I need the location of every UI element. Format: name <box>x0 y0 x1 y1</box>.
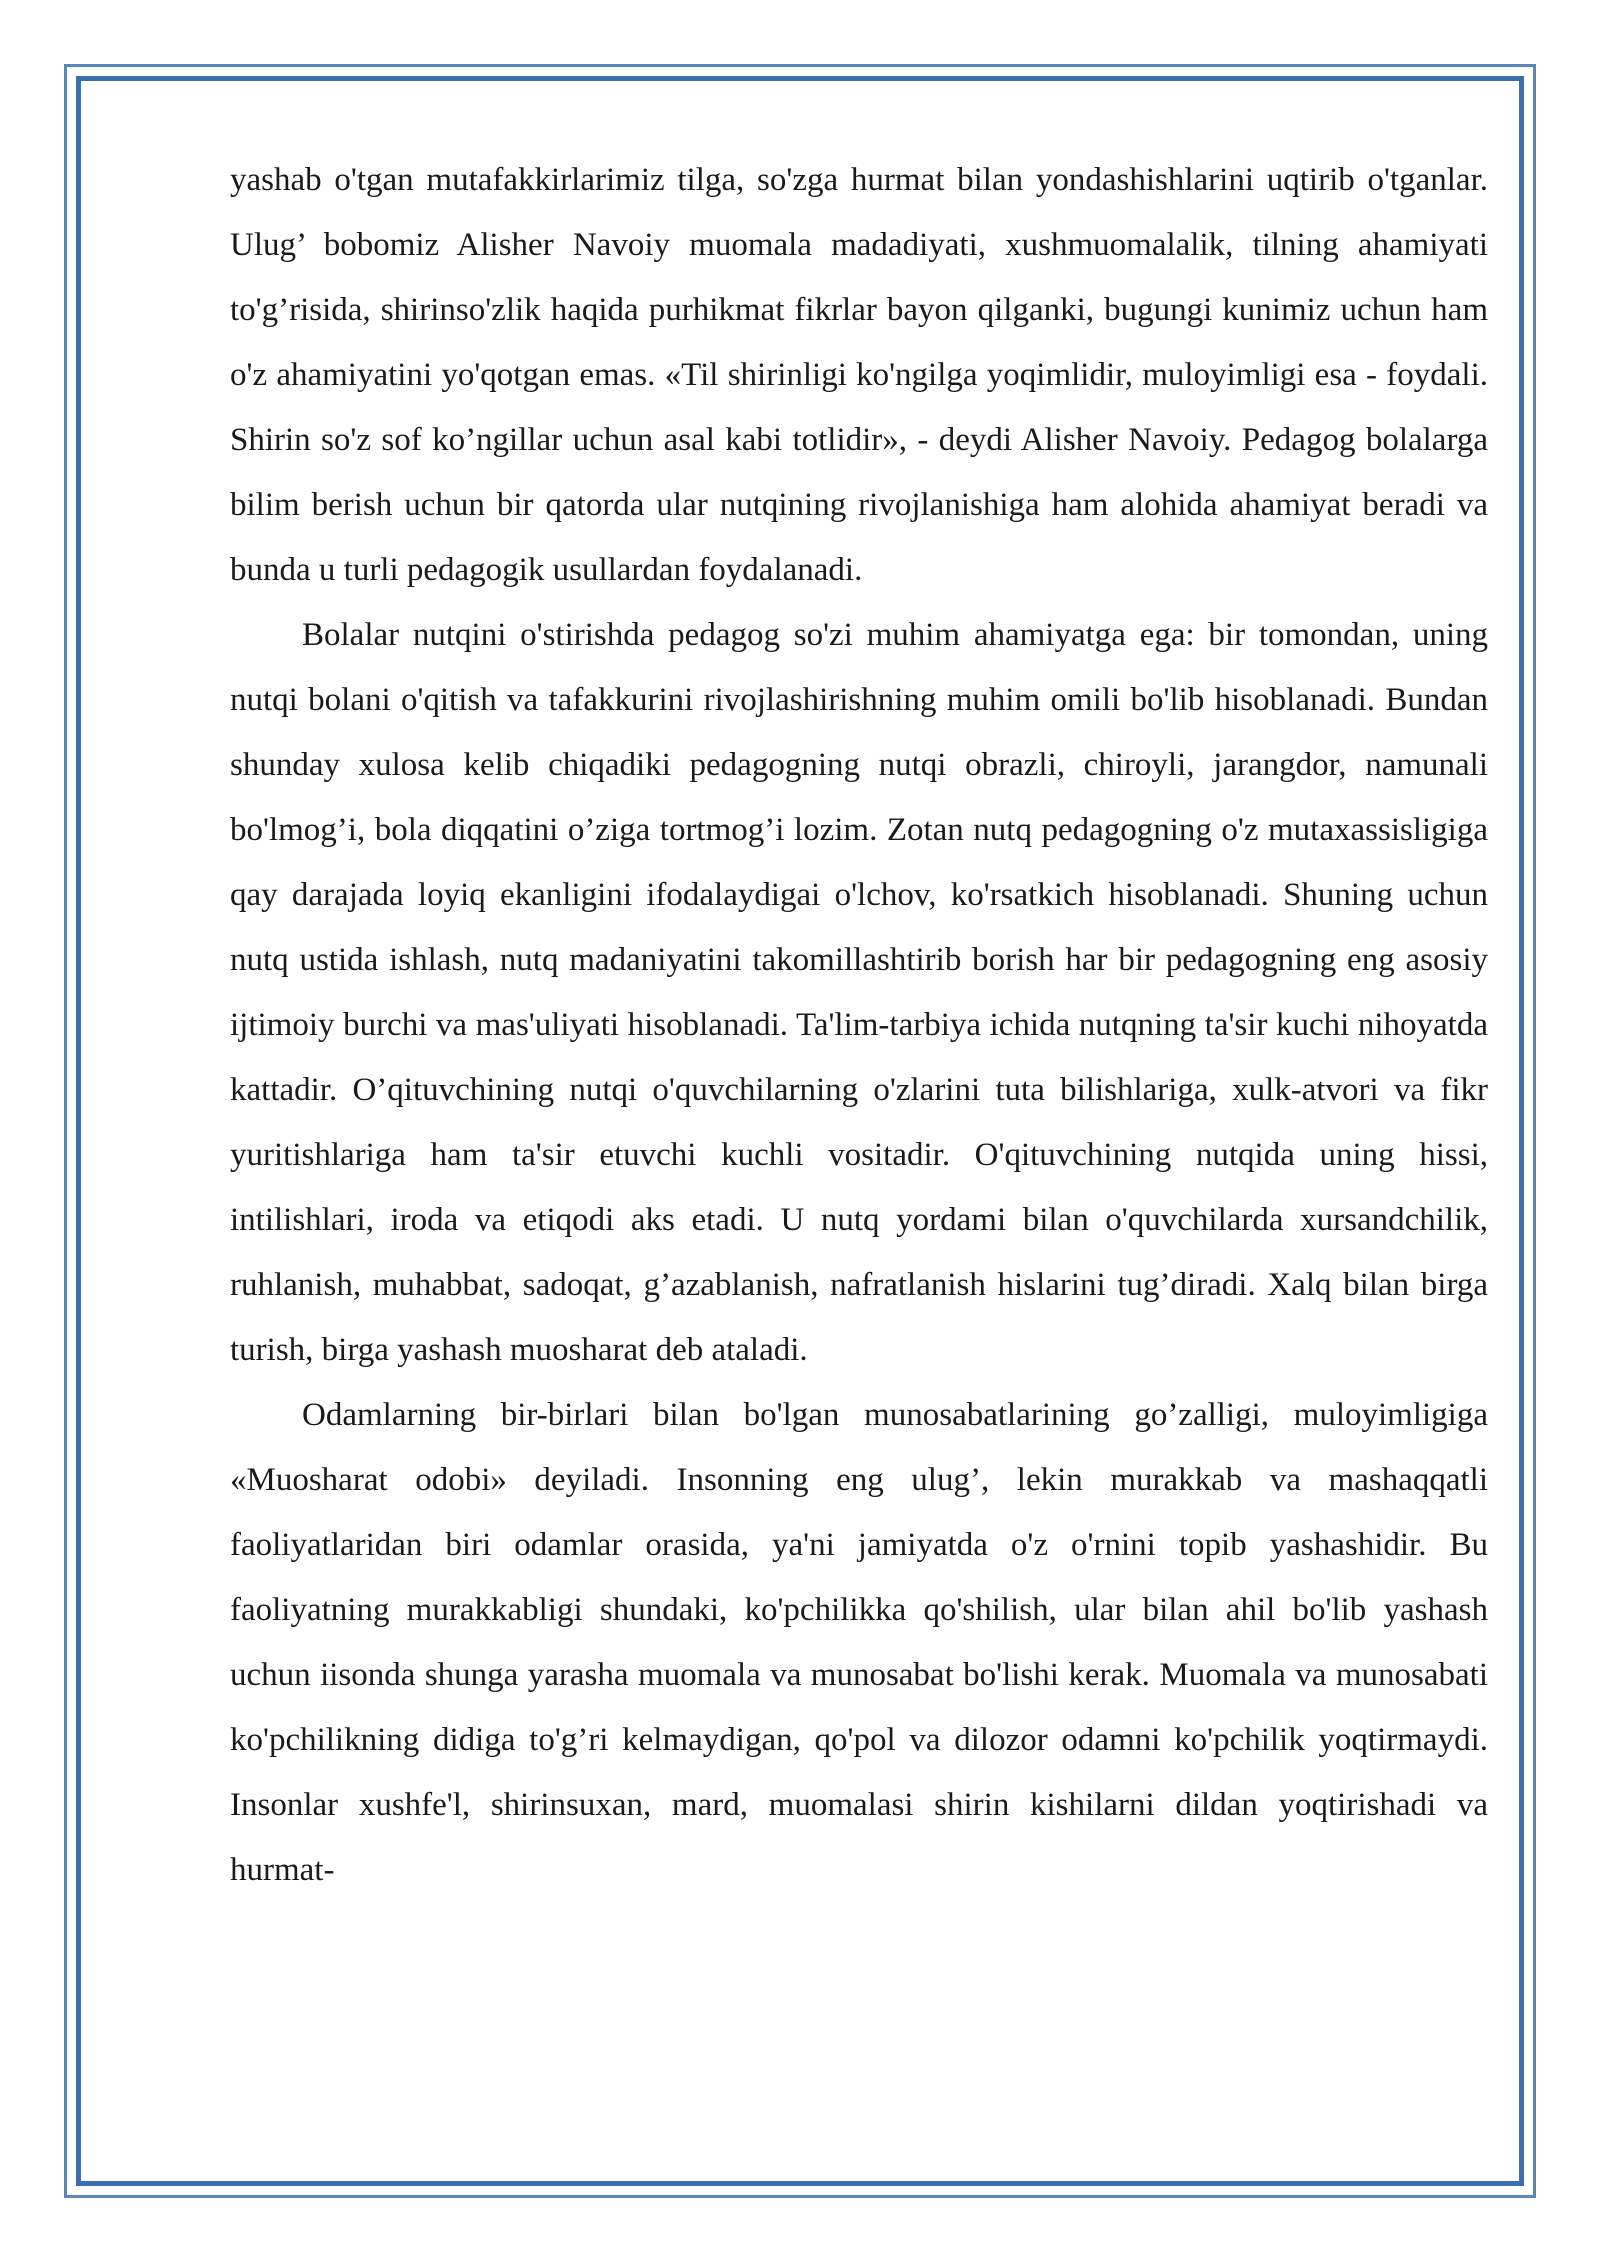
paragraph-3: Odamlarning bir-birlari bilan bo'lgan munosabatlarining go’zalligi, muloyimligiga «Muosharat odobi» deyiladi. Insonning eng ulug’, lekin murakkab va mashaqqatli faoliyatlaridan biri odamlar orasida, ya'ni jamiyatda o'z o'rnini topib yashashidir. Bu faoliyatning murakkabligi shundaki, ko'pchilikka qo'shilish, ular bilan ahil bo'lib yashash uchun iisonda shunga yarasha muomala va munosabat bo'lishi kerak. Muomala va munosabati ko'pchilikning didiga to'g’ri kelmaydigan, qo'pol va dilozor odamni ko'pchilik yoqtirmaydi. Insonlar xushfe'l, shirinsuxan, mard, muomalasi shirin kishilarni dildan yoqtirishadi va hurmat- <box>230 1397 1488 1888</box>
document-body <box>230 148 1488 1903</box>
paragraph-1: yashab o'tgan mutafakkirlarimiz tilga, so'zga hurmat bilan yondashishlarini uqtirib o'tganlar. Ulug’ bobomiz Alisher Navoiy muomala madadiyati, xushmuomalalik, tilning ahamiyati to'g’risida, shirinso'zlik haqida purhikmat fikrlar bayon qilganki, bugungi kunimiz uchun ham o'z ahamiyatini yo'qotgan emas. «Til shirinligi ko'ngilga yoqimlidir, muloyimligi esa - foydali. Shirin so'z sof ko’ngillar uchun asal kabi totlidir», - deydi Alisher Navoiy. Pedagog bolalarga bilim berish uchun bir qatorda ular nutqining rivojlanishiga ham alohida ahamiyat beradi va bunda u turli pedagogik usullardan foydalanadi. <box>230 162 1488 588</box>
paragraph-2: Bolalar nutqini o'stirishda pedagog so'zi muhim ahamiyatga ega: bir tomondan, uning nutqi bolani o'qitish va tafakkurini rivojlashirishning muhim omili bo'lib hisoblanadi. Bundan shunday xulosa kelib chiqadiki pedagogning nutqi obrazli, chiroyli, jarangdor, namunali bo'lmog’i, bola diqqatini o’ziga tortmog’i lozim. Zotan nutq pedagogning o'z mutaxassisligiga qay darajada loyiq ekanligini ifodalaydigai o'lchov, ko'rsatkich hisoblanadi. Shuning uchun nutq ustida ishlash, nutq madaniyatini takomillashtirib borish har bir pedagogning eng asosiy ijtimoiy burchi va mas'uliyati hisoblanadi. Ta'lim-tarbiya ichida nutqning ta'sir kuchi nihoyatda kattadir. O’qituvchining nutqi o'quvchilarning o'zlarini tuta bilishlariga, xulk-atvori va fikr yuritishlariga ham ta'sir etuvchi kuchli vositadir. O'qituvchining nutqida uning hissi, intilishlari, iroda va etiqodi aks etadi. U nutq yordami bilan o'quvchilarda xursandchilik, ruhlanish, muhabbat, sadoqat, g’azablanish, nafratlanish hislarini tug’diradi. Xalq bilan birga turish, birga yashash muosharat deb ataladi. <box>230 617 1488 1368</box>
